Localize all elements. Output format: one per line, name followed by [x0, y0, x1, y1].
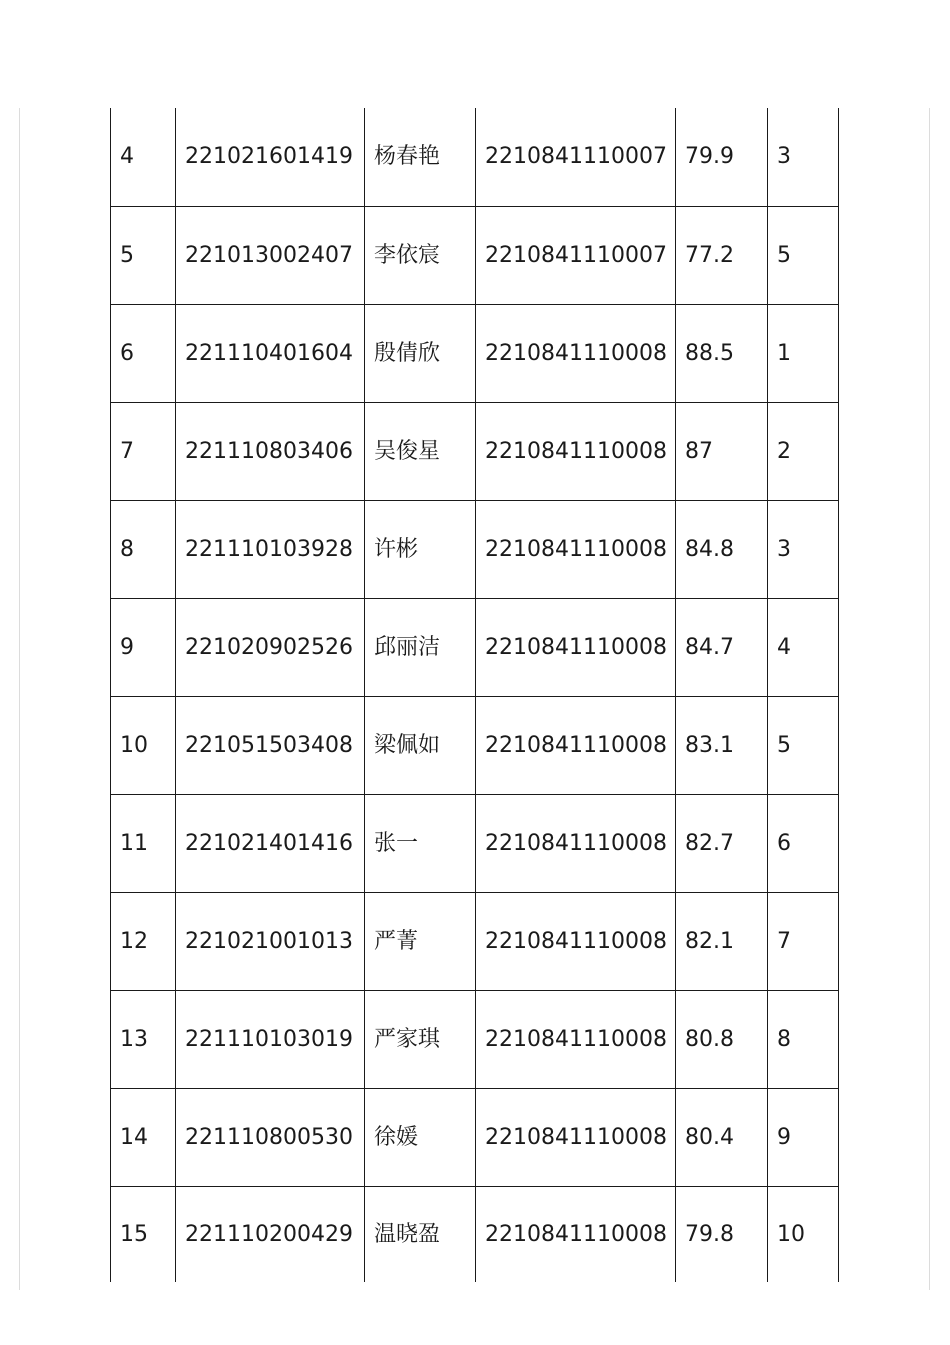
table-row	[111, 794, 839, 892]
candidate-name-cell: 张一	[365, 794, 476, 892]
position-code-cell: 2210841110008	[476, 696, 676, 794]
row-number-cell: 12	[111, 892, 176, 990]
candidate-name-cell: 邱丽洁	[365, 598, 476, 696]
table-row	[111, 990, 839, 1088]
row-number-cell: 10	[111, 696, 176, 794]
rank-cell: 9	[768, 1088, 839, 1186]
score-cell: 79.9	[676, 108, 768, 206]
row-number-cell: 6	[111, 304, 176, 402]
results-table-body	[111, 108, 839, 1282]
rank-cell: 2	[768, 402, 839, 500]
row-number-cell: 14	[111, 1088, 176, 1186]
rank-cell: 7	[768, 892, 839, 990]
exam-id-cell: 221013002407	[176, 206, 365, 304]
exam-id-cell: 221021001013	[176, 892, 365, 990]
score-cell: 77.2	[676, 206, 768, 304]
exam-id-cell: 221110803406	[176, 402, 365, 500]
table-row	[111, 500, 839, 598]
candidate-name-cell: 梁佩如	[365, 696, 476, 794]
exam-id-cell: 221110103019	[176, 990, 365, 1088]
exam-id-cell: 221021401416	[176, 794, 365, 892]
position-code-cell: 2210841110008	[476, 402, 676, 500]
position-code-cell: 2210841110008	[476, 892, 676, 990]
exam-id-cell: 221110103928	[176, 500, 365, 598]
rank-cell: 6	[768, 794, 839, 892]
row-number-cell: 4	[111, 108, 176, 206]
position-code-cell: 2210841110008	[476, 500, 676, 598]
exam-id-cell: 221020902526	[176, 598, 365, 696]
position-code-cell: 2210841110008	[476, 304, 676, 402]
rank-cell: 5	[768, 696, 839, 794]
row-number-cell: 9	[111, 598, 176, 696]
rank-cell: 8	[768, 990, 839, 1088]
row-number-cell: 8	[111, 500, 176, 598]
score-cell: 82.1	[676, 892, 768, 990]
candidate-name-cell: 严菁	[365, 892, 476, 990]
table-row	[111, 206, 839, 304]
candidate-name-cell: 殷倩欣	[365, 304, 476, 402]
table-row	[111, 108, 839, 206]
table-row	[111, 402, 839, 500]
page-left-edge	[19, 108, 20, 1290]
rank-cell: 10	[768, 1186, 839, 1282]
table-row	[111, 892, 839, 990]
rank-cell: 4	[768, 598, 839, 696]
position-code-cell: 2210841110008	[476, 990, 676, 1088]
candidate-name-cell: 温晓盈	[365, 1186, 476, 1282]
row-number-cell: 15	[111, 1186, 176, 1282]
row-number-cell: 7	[111, 402, 176, 500]
candidate-name-cell: 严家琪	[365, 990, 476, 1088]
row-number-cell: 5	[111, 206, 176, 304]
table-row	[111, 598, 839, 696]
exam-id-cell: 221051503408	[176, 696, 365, 794]
position-code-cell: 2210841110007	[476, 206, 676, 304]
score-cell: 82.7	[676, 794, 768, 892]
row-number-cell: 13	[111, 990, 176, 1088]
row-number-cell: 11	[111, 794, 176, 892]
candidate-name-cell: 吴俊星	[365, 402, 476, 500]
table-row	[111, 1186, 839, 1282]
candidate-name-cell: 许彬	[365, 500, 476, 598]
rank-cell: 5	[768, 206, 839, 304]
position-code-cell: 2210841110007	[476, 108, 676, 206]
exam-id-cell: 221110401604	[176, 304, 365, 402]
score-cell: 83.1	[676, 696, 768, 794]
rank-cell: 1	[768, 304, 839, 402]
position-code-cell: 2210841110008	[476, 794, 676, 892]
score-cell: 84.7	[676, 598, 768, 696]
position-code-cell: 2210841110008	[476, 1186, 676, 1282]
results-table	[110, 108, 839, 1282]
score-cell: 79.8	[676, 1186, 768, 1282]
score-cell: 88.5	[676, 304, 768, 402]
rank-cell: 3	[768, 500, 839, 598]
page-right-edge	[929, 108, 930, 1290]
exam-id-cell: 221110200429	[176, 1186, 365, 1282]
score-cell: 80.8	[676, 990, 768, 1088]
table-row	[111, 696, 839, 794]
candidate-name-cell: 李依宸	[365, 206, 476, 304]
exam-id-cell: 221021601419	[176, 108, 365, 206]
score-cell: 84.8	[676, 500, 768, 598]
candidate-name-cell: 徐媛	[365, 1088, 476, 1186]
position-code-cell: 2210841110008	[476, 1088, 676, 1186]
table-row	[111, 1088, 839, 1186]
score-cell: 87	[676, 402, 768, 500]
candidate-name-cell: 杨春艳	[365, 108, 476, 206]
table-row	[111, 304, 839, 402]
position-code-cell: 2210841110008	[476, 598, 676, 696]
rank-cell: 3	[768, 108, 839, 206]
score-cell: 80.4	[676, 1088, 768, 1186]
exam-id-cell: 221110800530	[176, 1088, 365, 1186]
